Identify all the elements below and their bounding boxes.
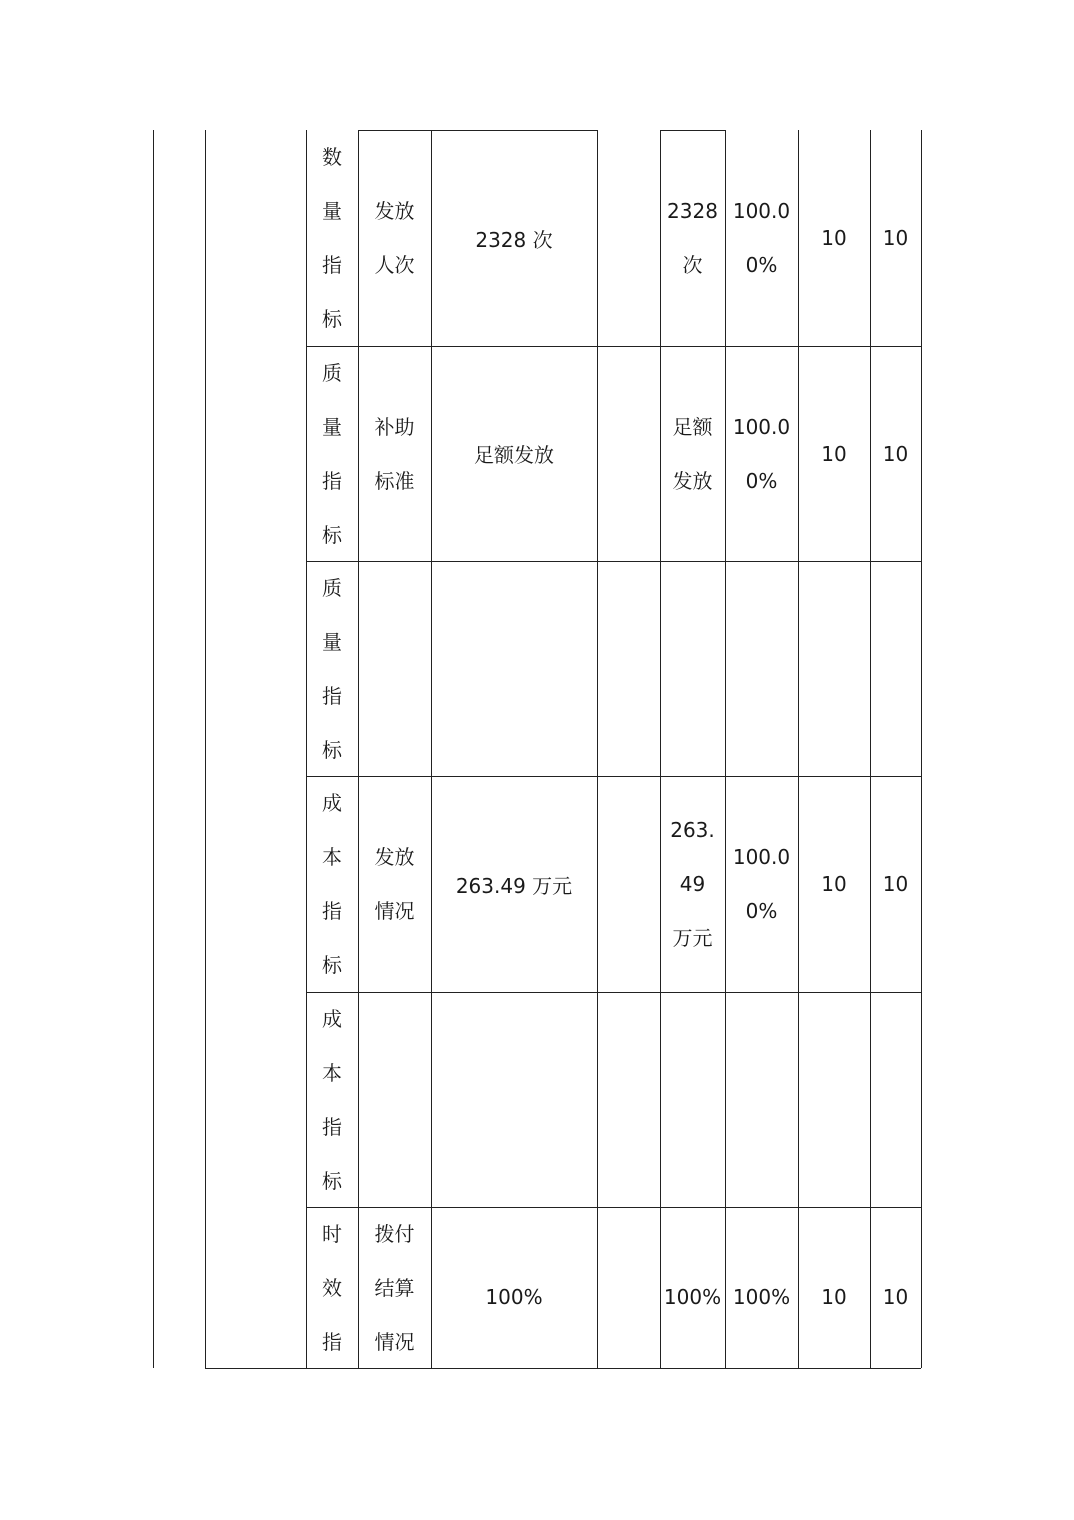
score-cell: 10: [882, 872, 909, 896]
row-divider: [306, 561, 921, 562]
category-cell: 成 本 指 标: [322, 791, 342, 977]
actual-cell: 100%: [663, 1285, 722, 1309]
rate-cell: 100.0 0%: [732, 414, 791, 493]
rate-cell: 100.0 0%: [732, 845, 791, 923]
score-cell: 10: [882, 441, 909, 466]
target-cell: 2328 次: [475, 227, 553, 252]
weight-cell: 10: [821, 1285, 847, 1309]
actual-cell: 2328 次: [667, 199, 718, 277]
target-cell: 100%: [485, 1285, 543, 1309]
target-cell: 263.49 万元: [455, 873, 573, 898]
actual-cell: 足额 发放: [672, 414, 713, 493]
score-cell: 10: [882, 1285, 909, 1309]
weight-cell: 10: [821, 872, 847, 896]
indicator-cell: 发放 情况: [374, 845, 415, 923]
category-cell: 质 量 指 标: [322, 360, 342, 547]
category-cell: 质 量 指 标: [322, 575, 342, 762]
target-cell: 足额发放: [474, 443, 554, 467]
indicator-cell: 拨付 结算 情况: [374, 1221, 415, 1354]
weight-cell: 10: [821, 226, 847, 250]
indicator-cell: 补助 标准: [374, 414, 415, 493]
rate-cell: 100%: [732, 1285, 791, 1309]
indicator-cell: 发放 人次: [374, 199, 415, 277]
category-cell: 时 效 指: [322, 1221, 342, 1354]
rate-cell: 100.0 0%: [732, 199, 791, 277]
category-cell: 数 量 指 标: [322, 145, 342, 331]
column-divider: [597, 130, 598, 1368]
table-border-left-inner: [205, 130, 206, 1368]
table-border-right: [921, 130, 922, 1368]
row-divider: [306, 992, 921, 993]
category-cell: 成 本 指 标: [322, 1006, 342, 1193]
table-border-left-outer: [153, 130, 154, 1368]
actual-cell: 263. 49 万元: [670, 818, 715, 950]
score-cell: 10: [882, 226, 909, 250]
weight-cell: 10: [821, 441, 847, 466]
